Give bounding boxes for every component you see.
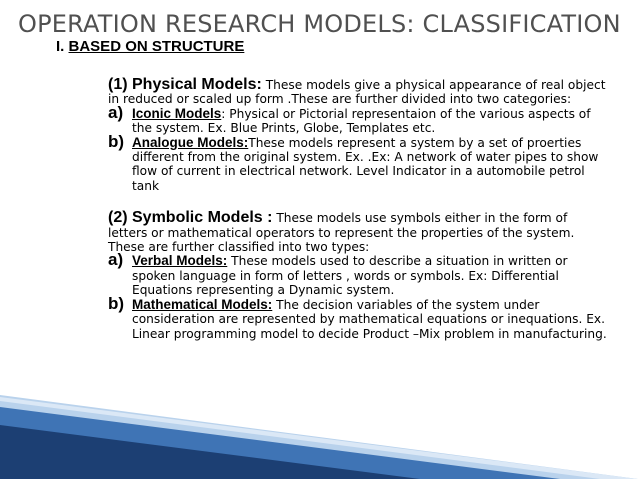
- slide-title: OPERATION RESEARCH MODELS: CLASSIFICATION: [18, 10, 621, 38]
- list-marker: b): [108, 293, 125, 313]
- list-item-analogue: [108, 131, 608, 194]
- analogue-models-text: These models represent a system by a set of proerties different from the original system. Ex. .Ex: A network of water pipes to show flow of current in electrical network. Level Indicator in a automobile petrol tank: [132, 135, 599, 193]
- slide-body: [108, 78, 608, 341]
- symbolic-models-heading: (2) Symbolic Models :: [108, 209, 273, 227]
- verbal-models-term: Verbal Models:: [132, 253, 228, 269]
- section-label: BASED ON STRUCTURE: [68, 38, 245, 55]
- list-item-mathematical: [108, 293, 608, 341]
- analogue-models-term: Analogue Models:: [132, 134, 249, 150]
- iconic-models-text: : Physical or Pictorial representaion of the various aspects of the system. Ex. Blue Prints, Globe, Templates etc.: [132, 106, 591, 136]
- physical-models-intro: [108, 78, 608, 107]
- section-heading: [56, 38, 244, 55]
- physical-models-block: [108, 78, 608, 193]
- symbolic-models-text: These models use symbols either in the form of letters or mathematical operators to represent the properties of the system. These are further classified into two types:: [108, 211, 575, 255]
- symbolic-models-block: [108, 211, 608, 341]
- physical-models-text: These models give a physical appearance of real object in reduced or scaled up form .These are further divided into two categories:: [108, 78, 606, 107]
- mathematical-models-text: The decision variables of the system under consideration are represented by mathematical equations or inequations. Ex. Linear programming model to decide Product –Mix problem in manufacturing.: [132, 297, 607, 341]
- list-marker: a): [108, 250, 124, 270]
- list-marker: a): [108, 102, 124, 122]
- symbolic-models-intro: [108, 211, 608, 254]
- mathematical-models-term: Mathematical Models:: [132, 296, 273, 312]
- footer-swoosh-decoration: [0, 395, 638, 479]
- section-prefix: I.: [56, 38, 69, 55]
- list-item-verbal: [108, 250, 608, 298]
- verbal-models-text: These models used to describe a situation in written or spoken language in form of letters , words or symbols. Ex: Differential Equations representing a Dynamic system.: [132, 254, 568, 298]
- list-marker: b): [108, 131, 125, 151]
- list-item-iconic: [108, 102, 608, 136]
- physical-models-heading: (1) Physical Models:: [108, 76, 262, 93]
- iconic-models-term: Iconic Models: [132, 105, 222, 121]
